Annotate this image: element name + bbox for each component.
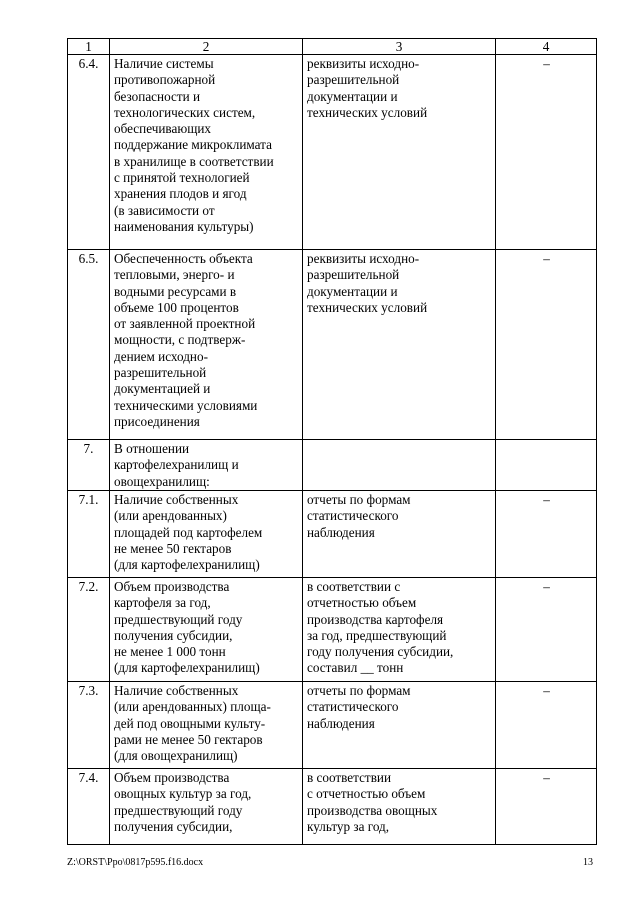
table-row xyxy=(68,250,597,440)
row-number: 7.4. xyxy=(68,769,110,845)
value-cell: – xyxy=(496,578,597,682)
cell-line: документацией и xyxy=(114,381,211,397)
cell-line: (в зависимости от xyxy=(114,202,215,218)
cell-line: отчетностью объем xyxy=(307,595,417,611)
cell-line: с принятой технологией xyxy=(114,170,250,186)
cell-line: Объем производства xyxy=(114,579,230,594)
cell-line: противопожарной xyxy=(114,72,216,88)
value-cell xyxy=(496,440,597,491)
cell-line: не менее 1 000 тонн xyxy=(114,644,226,660)
table-header-row xyxy=(68,39,597,55)
table-row xyxy=(68,55,597,250)
cell-line: реквизиты исходно- xyxy=(307,251,420,266)
criterion-cell xyxy=(110,491,303,578)
cell-line: наблюдения xyxy=(307,524,375,540)
cell-line: (для картофелехранилищ) xyxy=(114,557,260,573)
cell-line: дей под овощными культу- xyxy=(114,715,266,731)
header-cell: 4 xyxy=(496,39,597,55)
cell-line: с отчетностью объем xyxy=(307,786,426,802)
cell-line: (или арендованных) площа- xyxy=(114,699,271,715)
cell-line: Обеспеченность объекта xyxy=(114,251,253,266)
cell-line: площадей под картофелем xyxy=(114,524,263,540)
table-row xyxy=(68,769,597,845)
cell-line: разрешительной xyxy=(307,72,400,88)
cell-line: не менее 50 гектаров xyxy=(114,540,232,556)
cell-line: технических условий xyxy=(307,299,428,315)
cell-line: наблюдения xyxy=(307,715,375,731)
cell-line: мощности, с подтверж- xyxy=(114,332,246,348)
cell-line: В отношении xyxy=(114,441,190,456)
row-number: 7.2. xyxy=(68,578,110,682)
cell-line: поддержание микроклимата xyxy=(114,137,272,153)
document-cell xyxy=(303,440,496,491)
criterion-cell xyxy=(110,769,303,845)
cell-line: отчеты по формам xyxy=(307,492,411,507)
row-number: 7.1. xyxy=(68,491,110,578)
cell-line: хранения плодов и ягод xyxy=(114,186,247,202)
cell-line: реквизиты исходно- xyxy=(307,56,420,71)
criterion-cell xyxy=(110,682,303,769)
file-path: Z:\ORST\Ppo\0817p595.f16.docx xyxy=(67,857,204,868)
header-cell: 3 xyxy=(303,39,496,55)
cell-line: статистического xyxy=(307,699,399,715)
cell-line: технологических систем, xyxy=(114,104,256,120)
cell-line: документации и xyxy=(307,283,398,299)
row-number: 6.5. xyxy=(68,250,110,440)
cell-line: (для овощехранилищ) xyxy=(114,748,238,764)
cell-line: водными ресурсами в xyxy=(114,283,237,299)
cell-line: техническими условиями xyxy=(114,397,258,413)
table-row xyxy=(68,491,597,578)
cell-line: тепловыми, энерго- и xyxy=(114,267,235,283)
header-cell: 1 xyxy=(68,39,110,55)
value-cell: – xyxy=(496,250,597,440)
cell-line: Наличие собственных xyxy=(114,492,239,507)
cell-line: картофелехранилищ и xyxy=(114,457,239,473)
cell-line: рами не менее 50 гектаров xyxy=(114,731,263,747)
cell-line: от заявленной проектной xyxy=(114,316,256,332)
cell-line: составил __ тонн xyxy=(307,660,404,676)
row-number: 6.4. xyxy=(68,55,110,250)
value-cell: – xyxy=(496,491,597,578)
document-cell xyxy=(303,55,496,250)
cell-line: обеспечивающих xyxy=(114,121,211,137)
document-cell xyxy=(303,491,496,578)
cell-line: присоединения xyxy=(114,413,200,429)
cell-line: безопасности и xyxy=(114,88,201,104)
document-cell xyxy=(303,250,496,440)
cell-line: Наличие системы xyxy=(114,56,214,71)
header-cell: 2 xyxy=(110,39,303,55)
cell-line: разрешительной xyxy=(307,267,400,283)
cell-line: технических условий xyxy=(307,104,428,120)
cell-line: Наличие собственных xyxy=(114,683,239,698)
criterion-cell xyxy=(110,250,303,440)
cell-line: овощных культур за год, xyxy=(114,786,252,802)
document-cell xyxy=(303,578,496,682)
cell-line: дением исходно- xyxy=(114,348,208,364)
cell-line: статистического xyxy=(307,508,399,524)
cell-line: картофеля за год, xyxy=(114,595,211,611)
table-row xyxy=(68,682,597,769)
cell-line: отчеты по формам xyxy=(307,683,411,698)
cell-line: получения субсидии, xyxy=(114,627,233,643)
cell-line: производства картофеля xyxy=(307,611,444,627)
cell-line: в соответствии с xyxy=(307,579,401,594)
row-number: 7.3. xyxy=(68,682,110,769)
criterion-cell xyxy=(110,55,303,250)
cell-line: объеме 100 процентов xyxy=(114,299,239,315)
cell-line: (или арендованных) xyxy=(114,508,227,524)
cell-line: овощехранилищ: xyxy=(114,473,210,489)
cell-line: в соответствии xyxy=(307,770,392,785)
table-row xyxy=(68,578,597,682)
cell-line: наименования культуры) xyxy=(114,218,254,234)
cell-line: предшествующий году xyxy=(114,802,243,818)
criterion-cell xyxy=(110,440,303,491)
cell-line: предшествующий году xyxy=(114,611,243,627)
cell-line: за год, предшествующий xyxy=(307,627,447,643)
cell-line: получения субсидии, xyxy=(114,818,233,834)
table-row xyxy=(68,440,597,491)
cell-line: (для картофелехранилищ) xyxy=(114,660,260,676)
requirements-table xyxy=(67,38,597,845)
cell-line: производства овощных xyxy=(307,802,438,818)
page-number: 13 xyxy=(583,857,593,868)
document-cell xyxy=(303,769,496,845)
cell-line: документации и xyxy=(307,88,398,104)
cell-line: году получения субсидии, xyxy=(307,644,454,660)
criterion-cell xyxy=(110,578,303,682)
document-cell xyxy=(303,682,496,769)
value-cell: – xyxy=(496,55,597,250)
cell-line: культур за год, xyxy=(307,818,390,834)
row-number: 7. xyxy=(68,440,110,491)
value-cell: – xyxy=(496,682,597,769)
cell-line: разрешительной xyxy=(114,365,207,381)
value-cell: – xyxy=(496,769,597,845)
cell-line: в хранилище в соответствии xyxy=(114,153,274,169)
cell-line: Объем производства xyxy=(114,770,230,785)
